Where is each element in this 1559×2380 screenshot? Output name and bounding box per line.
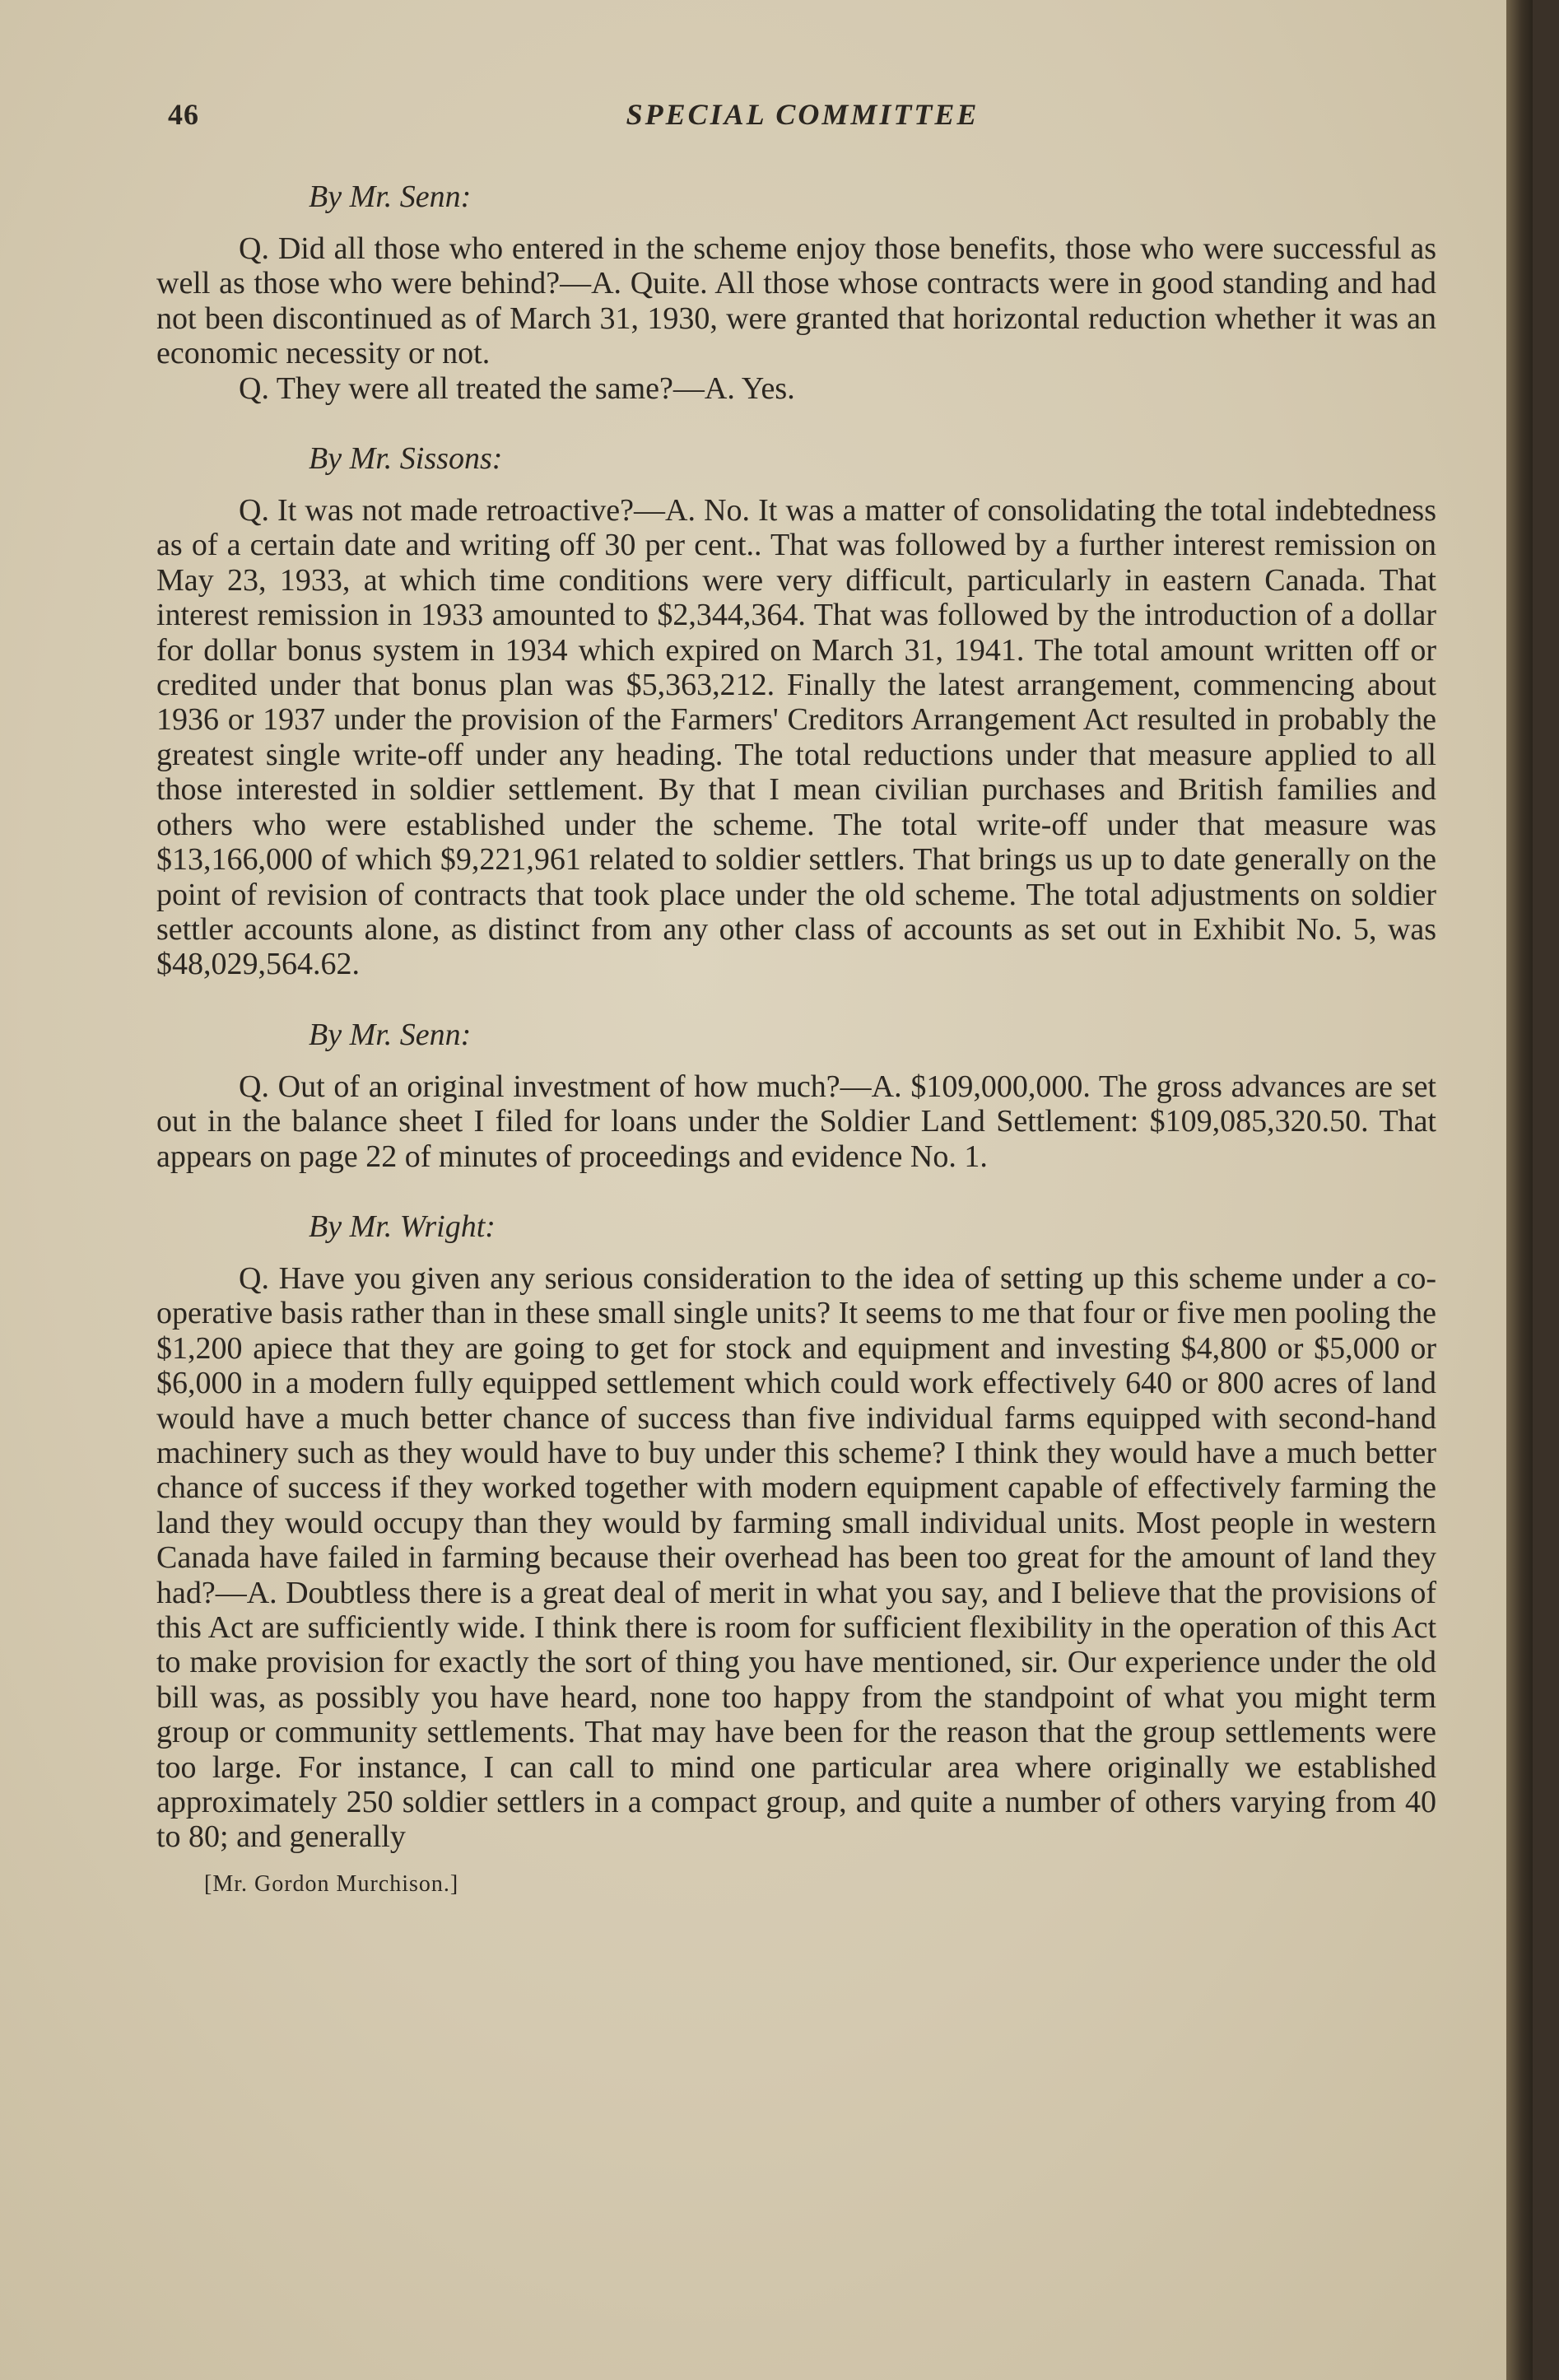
paragraph: Q. Have you given any serious consideration to the idea of setting up this scheme under a co-operative basis rather than in these small single units? It seems to me that four or five men pooling the $1,200 apiece that they are going to get for stock and equipment and investing $4,800 or $5,000 or $6,000 in a modern fully equipped settlement which could work effectively 640 or 800 acres of land would have a much better chance of success than five individual farms equipped with second-hand machinery such as they would have to buy under this scheme? I think they would have a much better chance of success if they worked together with modern equipment capable of effectively farming the land they would occupy than they would by farming small individual units. Most people in western Canada have failed in farming because their overhead has been too great for the amount of land they had?—A. Doubtless there is a great deal of merit in what you say, and I believe that the provisions of this Act are sufficiently wide. I think there is room for sufficient flexibility in the operation of this Act to make provision for exactly the sort of thing you have mentioned, sir. Our experience under the old bill was, as possibly you have heard, none too happy from the standpoint of what you might term group or community settlements. That may have been for the reason that the group settlements were too large. For instance, I can call to mind one particular area where originally we established approximately 250 soldier settlers in a compact group, and quite a number of others varying from 40 to 80; and generally [156,1260,1436,1855]
testimony-section [156,440,1436,982]
speaker-heading: By Mr. Senn: [309,179,472,214]
paragraph: Q. Out of an original investment of how much?—A. $109,000,000. The gross advances are set out in the balance sheet I filed for loans under the Soldier Land Settlement: $109,085,320.50. That appears on page 22 of minutes of proceedings and evidence No. 1. [156,1069,1436,1174]
testimony-section [156,1209,1436,1855]
speaker-heading: By Mr. Sissons: [309,441,503,477]
paragraph: Q. It was not made retroactive?—A. No. It was a matter of consolidating the total indebtedness as of a certain date and writing off 30 per cent.. That was followed by a further interest remission on May 23, 1933, at which time conditions were very difficult, particularly in eastern Canada. That interest remission in 1933 amounted to $2,344,364. That was followed by the introduction of a dollar for dollar bonus system in 1934 which expired on March 31, 1941. The total amount written off or credited under that bonus plan was $5,363,212. Finally the latest arrangement, commencing about 1936 or 1937 under the provision of the Farmers' Creditors Arrangement Act resulted in probably the greatest single write-off under any heading. The total reductions under that measure applied to all those interested in soldier settlement. By that I mean civilian purchases and British families and others who were established under the scheme. The total write-off under that measure was $13,166,000 of which $9,221,961 related to soldier settlers. That brings us up to date generally on the point of revision of contracts that took place under the old scheme. The total adjustments on soldier settler accounts alone, as distinct from any other class of accounts as set out in Exhibit No. 5, was $48,029,564.62. [156,493,1436,982]
testimony-section [156,179,1436,406]
speaker-heading: By Mr. Senn: [309,1017,472,1052]
body-text [156,169,1436,1898]
testimony-section [156,1017,1436,1174]
page-number: 46 [168,98,199,131]
running-head: SPECIAL COMMITTEE [626,98,980,131]
speaker-heading: By Mr. Wright: [309,1209,496,1244]
book-spine-edge [1506,0,1533,2380]
witness-attribution: [Mr. Gordon Murchison.] [204,1870,459,1897]
page-header [156,97,1449,147]
paragraph: Q. They were all treated the same?—A. Yes. [239,370,795,406]
paragraph: Q. Did all those who entered in the scheme enjoy those benefits, those who were successful as well as those who were behind?—A. Quite. All those whose contracts were in good standing and had not been discontinued as of March 31, 1930, were granted that horizontal reduction whether it was an economic necessity or not. [156,231,1436,371]
